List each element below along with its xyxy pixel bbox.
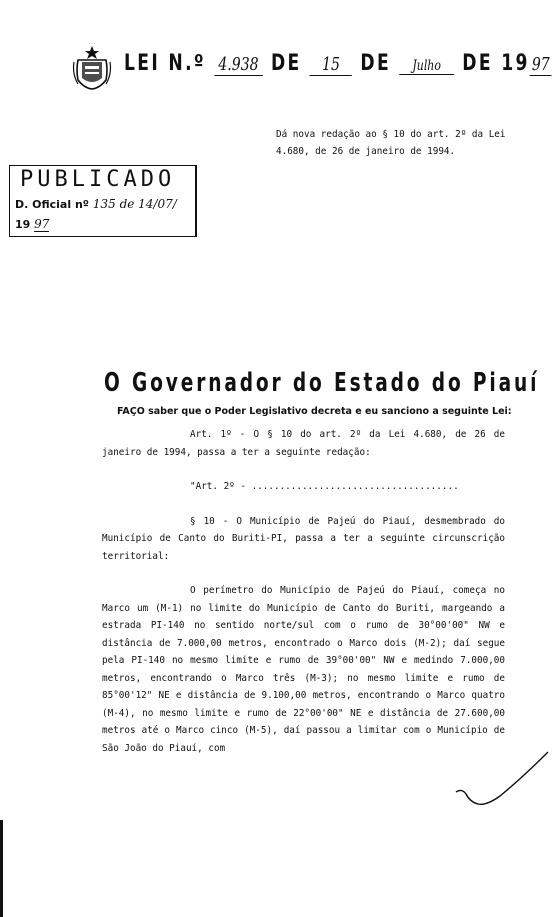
perimeter-description: O perímetro do Município de Pajeú do Piauí, começa no Marco um (M-1) no limite do Município de Canto do Buriti, margeando a estrada PI-140 no sentido norte/sul com o rumo de 30°00'00" NW e distância de 7.000,00 metros, encontrado o Marco dois (M-2); daí segue pela PI-140 no mesmo limite e rumo de 39°00'00" NW e medindo 7.000,00 metros, encontrando o Marco três (M-3); no mesmo limite e rumo de 85°00'12" NE e distância de 9.100,00 metros, encontrando o Marco quatro (M-4), no mesmo limite e rumo de 22°00'00" NE e distância de 27.600,00 metros até o Marco cinco (M-5), daí passou a limitar com o Município de São João do Piauí, com <box>102 585 505 754</box>
article-1: Art. 1º - O § 10 do art. 2º da Lei 4.680, de 26 de janeiro de 1994, passa a ter a seguinte redação: <box>102 429 505 458</box>
law-label: LEI N.º <box>124 51 206 76</box>
stamp-title: PUBLICADO <box>20 167 176 192</box>
decree-line: FAÇO saber que o Poder Legislativo decreta e eu sanciono a seguinte Lei: <box>117 406 512 417</box>
governor-title: O Governador do Estado do Piauí <box>104 368 540 398</box>
law-de-3: DE <box>462 51 493 76</box>
stamp-official-handwritten: 135 de 14/07/ <box>92 197 177 211</box>
scan-edge <box>0 820 3 917</box>
law-month: Julho <box>399 58 454 75</box>
law-body <box>102 426 505 757</box>
law-day: 15 <box>310 54 352 76</box>
svg-text:· · ·: · · · <box>88 41 96 46</box>
law-header <box>124 51 552 81</box>
law-de-1: DE <box>270 51 302 76</box>
signature-rubric <box>452 748 552 808</box>
law-de-2: DE <box>360 51 392 76</box>
stamp-year-print: 19 <box>15 218 31 231</box>
law-year-print: 19 <box>501 51 530 76</box>
stamp-official-line <box>15 197 177 211</box>
state-coat-of-arms-icon <box>72 40 112 90</box>
article-2-heading: "Art. 2º - ..................................... <box>190 481 459 492</box>
law-number: 4.938 <box>214 54 262 76</box>
stamp-year <box>15 217 49 231</box>
stamp-official-label: D. Oficial nº <box>15 198 89 211</box>
law-summary: Dá nova redação ao § 10 do art. 2º da Lei 4.680, de 26 de janeiro de 1994. <box>276 129 506 157</box>
paragraph-10: § 10 - O Município de Pajeú do Piauí, desmembrado do Município de Canto do Buriti-PI, passa a ter a seguinte circunscrição territorial: <box>102 515 505 562</box>
law-year-hand: 97 <box>531 54 550 75</box>
stamp-year-hand: 97 <box>34 217 50 231</box>
